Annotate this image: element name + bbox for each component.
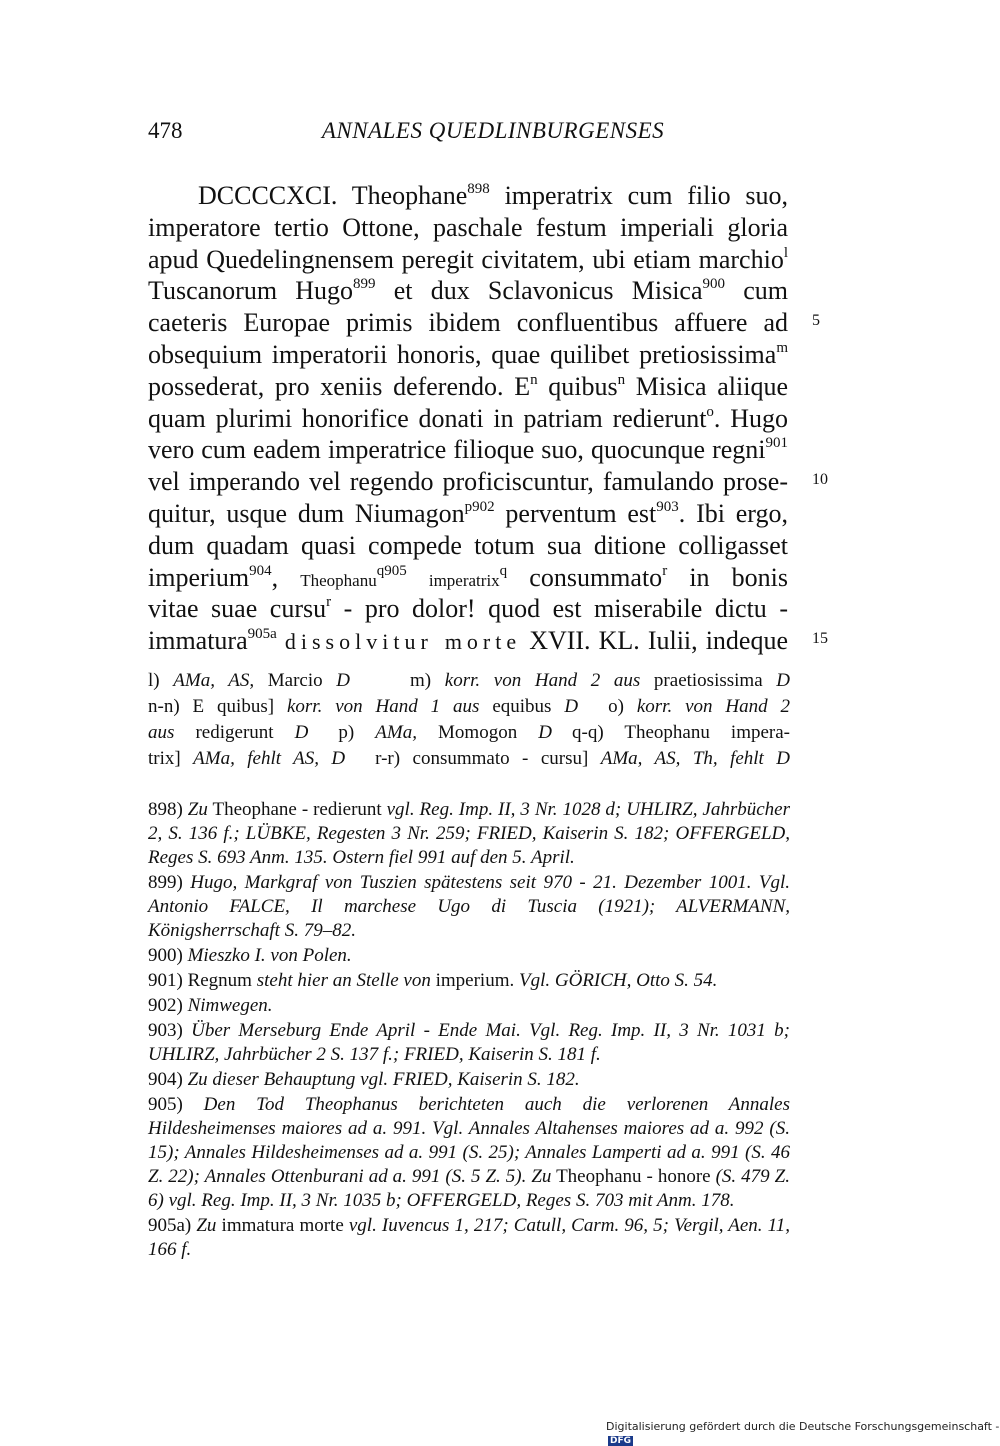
text-line-13: imperium$^{904}$, Theophanu$^{q905}$ imperatrix$^q$ consummato$^r$ in bonis bbox=[148, 562, 789, 592]
note-904: 904) Zu dieser Behauptung vgl. FRIED, Kaiserin S. 182. bbox=[148, 1069, 580, 1090]
text-line-6: obsequium imperatorii honoris, quae quilibet pretiosissima$^m$ bbox=[148, 339, 788, 369]
page-number: 478 bbox=[148, 118, 183, 143]
line-number-10: 10 bbox=[812, 471, 828, 488]
text-line-14: vitae suae cursu$^r$ - pro dolor! quod est miserabile dictu - bbox=[148, 594, 788, 624]
text-line-15: immatura$^{905a}$ dissolvitur morte XVII. KL. Iulii, indeque bbox=[148, 626, 788, 656]
apparatus-line-4: trix] AMa, fehlt AS, D r-r) consummato - cursu] AMa, AS, Th, fehlt D bbox=[148, 748, 790, 769]
text-line-5: caeteris Europae primis ibidem confluentibus affuere ad bbox=[148, 308, 788, 338]
text-line-2: imperatore tertio Ottone, paschale festum imperiali gloria bbox=[148, 212, 788, 242]
critical-apparatus bbox=[148, 668, 790, 772]
text-line-7: possederat, pro xeniis deferendo. $E^n$ quibus$^n$ Misica aliique bbox=[148, 371, 788, 401]
note-901: 901) Regnum steht hier an Stelle von imperium. Vgl. GÖRICH, Otto S. 54. bbox=[148, 970, 718, 991]
digitization-credit: Digitalisierung gefördert durch die Deutsche Forschungsgemeinschaft -DFG bbox=[606, 1420, 1000, 1446]
note-900: 900) Mieszko I. von Polen. bbox=[148, 945, 352, 966]
note-905a: 905a) Zu immatura morte vgl. Iuvencus 1, 217; Catull, Carm. 96, 5; Vergil, Aen. 11, 166 f. bbox=[148, 1215, 790, 1260]
text-line-1: DCCCCXCI. Theophane$^{898}$ imperatrix cum filio suo, bbox=[198, 181, 788, 210]
note-899: 899) Hugo, Markgraf von Tuszien spätestens seit 970 - 21. Dezember 1001. Vgl. Antonio FALCE, Il marchese Ugo di Tuscia (1921); ALVERMANN, Königsherrschaft S. 79–82. bbox=[148, 872, 791, 941]
note-898: 898) Zu Theophane - redierunt vgl. Reg. Imp. II, 3 Nr. 1028 d; UHLIRZ, Jahrbücher 2, S. 136 f.; LÜBKE, Regesten 3 Nr. 259; FRIED, Kaiserin S. 182; OFFERGELD, Reges S. 693 Anm. 135. Ostern fiel 991 auf den 5. April. bbox=[148, 799, 791, 868]
note-905: 905) Den Tod Theophanus berichteten auch die verlorenen Annales Hildesheimenses maiores ad a. 991. Vgl. Annales Altahenses maiores ad a. 992 (S. 15); Annales Hildesheimenses ad a. 991 (S. 25); Annales Lamperti ad a. 991 (S. 46 Z. 22); Annales Ottenburani ad a. 991 (S. 5 Z. 5). Zu Theophanu - honore (S. 479 Z. 6) vgl. Reg. Imp. II, 3 Nr. 1035 b; OFFERGELD, Reges S. 703 mit Anm. 178. bbox=[148, 1094, 790, 1211]
text-line-3: apud Quedelingnensem peregit civitatem, ubi etiam marchio$^l$ bbox=[148, 244, 788, 274]
text-line-11: quitur, usque dum Niumagon$^{p902}$ perventum est$^{903}$. Ibi ergo, bbox=[148, 498, 788, 528]
text-line-12: dum quadam quasi compede totum sua ditione colligasset bbox=[148, 530, 788, 560]
page-header bbox=[148, 118, 838, 148]
text-line-10: vel imperando vel regendo proficiscuntur, famulando prose- bbox=[148, 467, 788, 497]
note-903: 903) Über Merseburg Ende April - Ende Mai. Vgl. Reg. Imp. II, 3 Nr. 1031 b; UHLIRZ, Jahrbücher 2 S. 137 f.; FRIED, Kaiserin S. 181 f. bbox=[148, 1020, 791, 1065]
dfg-logo: DFG bbox=[610, 1436, 632, 1446]
running-title: ANNALES QUEDLINBURGENSES bbox=[321, 118, 665, 143]
line-number-15: 15 bbox=[812, 630, 828, 647]
main-text bbox=[148, 180, 788, 657]
apparatus-line-3: aus redigerunt D p) AMa, Momogon D q-q) Theophanu impera- bbox=[148, 722, 790, 743]
text-line-9: vero cum eadem imperatrice filioque suo, quocunque regni$^{901}$ bbox=[148, 435, 788, 465]
apparatus-line-1: l) AMa, AS, Marcio D m) korr. von Hand 2 aus praetiosissima D bbox=[148, 670, 791, 691]
text-line-8: quam plurimi honorifice donati in patriam redierunt$^o$. Hugo bbox=[148, 403, 788, 433]
apparatus-line-2: n-n) E quibus] korr. von Hand 1 aus equibus D o) korr. von Hand 2 bbox=[148, 696, 791, 717]
text-line-4: Tuscanorum Hugo$^{899}$ et dux Sclavonicus Misica$^{900}$ cum bbox=[148, 276, 788, 306]
line-number-5: 5 bbox=[812, 312, 820, 329]
note-902: 902) Nimwegen. bbox=[148, 995, 273, 1016]
historical-notes bbox=[148, 798, 790, 1263]
